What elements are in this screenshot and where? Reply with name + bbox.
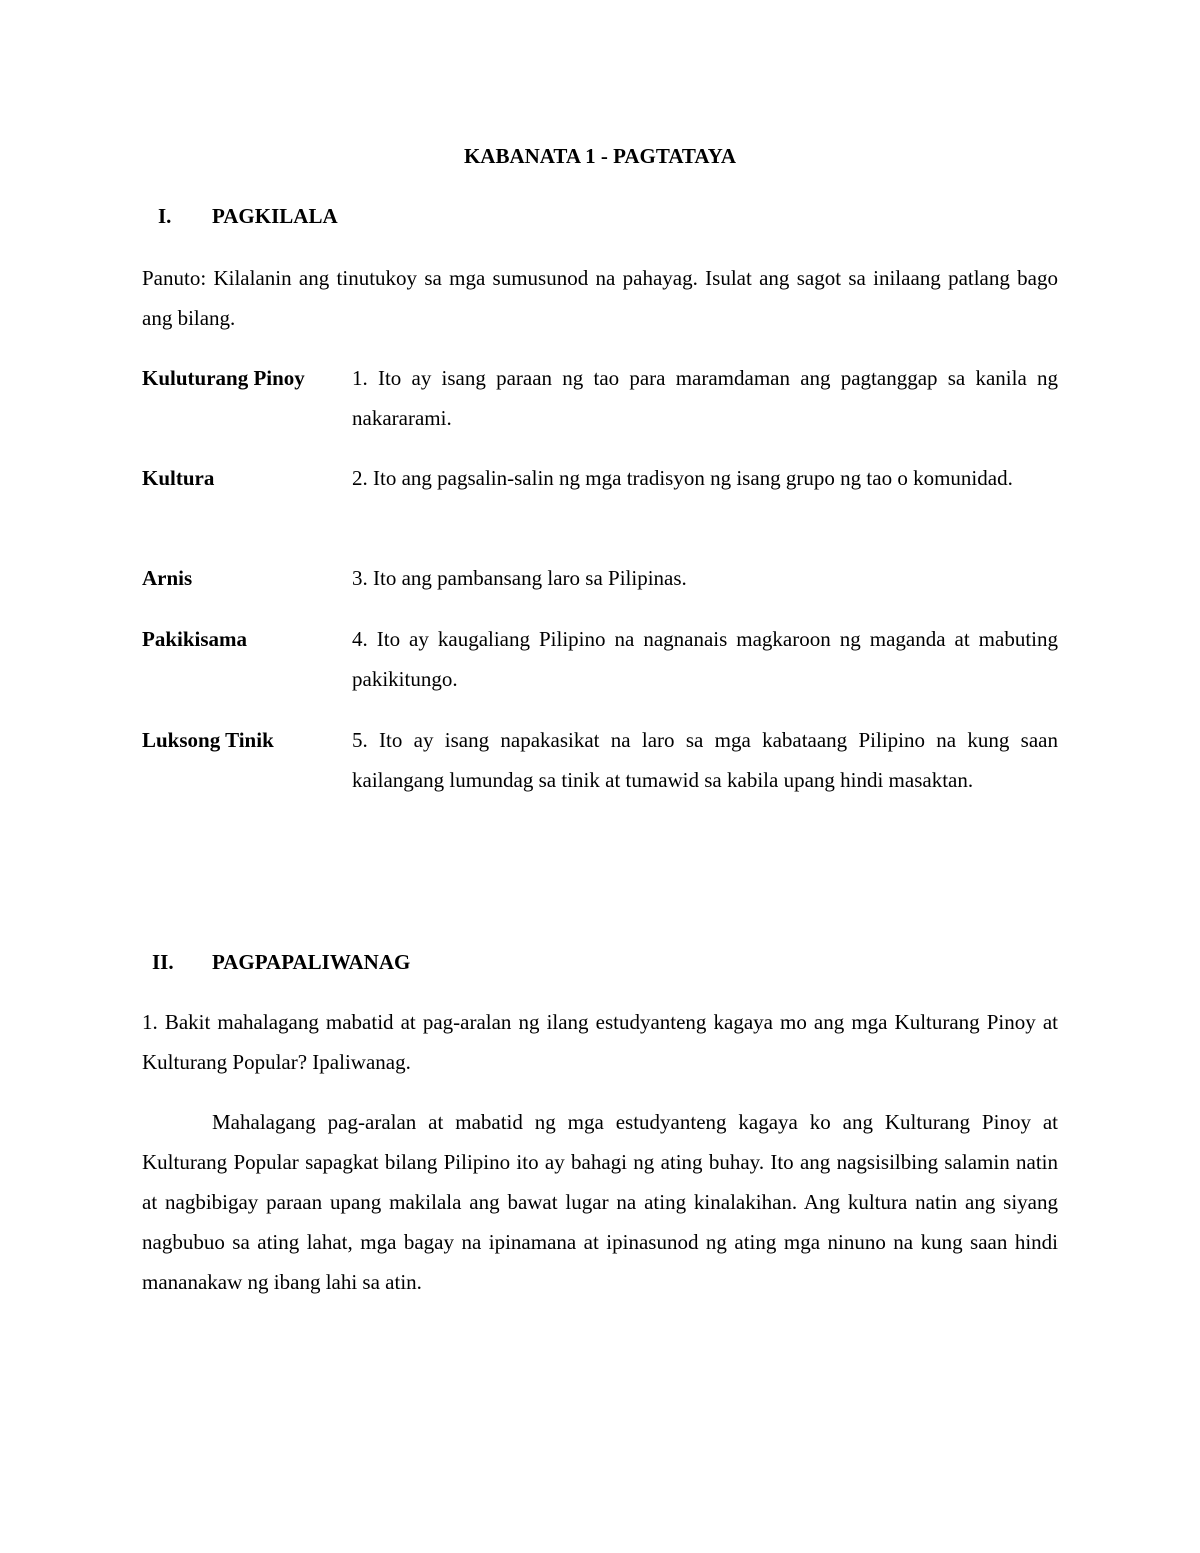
section-2-title: PAGPAPALIWANAG (212, 950, 411, 974)
item-question: 5. Ito ay isang napakasikat na laro sa mga kabataang Pilipino na kung saan kailangang lumundag sa tinik at tumawid sa kabila upang hindi masaktan. (352, 728, 1058, 792)
section-2-number: II. (152, 950, 174, 974)
item-answer: Arnis (142, 566, 193, 590)
section-2-heading (142, 948, 410, 976)
item-answer: Kuluturang Pinoy (142, 366, 305, 390)
section-1-heading (142, 202, 338, 230)
item-question: 4. Ito ay kaugaliang Pilipino na nagnanais magkaroon ng maganda at mabuting pakikitungo. (352, 627, 1058, 691)
section-1-instruction: Panuto: Kilalanin ang tinutukoy sa mga sumusunod na pahayag. Isulat ang sagot sa inilaang patlang bago ang bilang. (142, 266, 1058, 330)
section-2-answer: Mahalagang pag-aralan at mabatid ng mga estudyanteng kagaya ko ang Kulturang Pinoy at Kulturang Popular sapagkat bilang Pilipino ito ay bahagi ng ating buhay. Ito ang nagsisilbing salamin natin at nagbibigay paraan upang makilala ang bawat lugar na ating kinalakihan. Ang kultura natin ang siyang nagbubuo sa ating lahat, mga bagay na ipinamana at ipinasunod ng ating mga ninuno na kung saan hindi mananakaw ng ibang lahi sa atin. (142, 1110, 1058, 1294)
item-question: 3. Ito ang pambansang laro sa Pilipinas. (352, 566, 687, 590)
item-question: 2. Ito ang pagsalin-salin ng mga tradisyon ng isang grupo ng tao o komunidad. (352, 466, 1013, 490)
item-answer: Kultura (142, 466, 215, 490)
item-answer: Luksong Tinik (142, 728, 274, 752)
document-page (142, 0, 1058, 1553)
item-question: 1. Ito ay isang paraan ng tao para maramdaman ang pagtanggap sa kanila ng nakararami. (352, 366, 1058, 430)
section-2-question: 1. Bakit mahalagang mabatid at pag-aralan ng ilang estudyanteng kagaya mo ang mga Kulturang Pinoy at Kulturang Popular? Ipaliwanag. (142, 1010, 1058, 1074)
page-title: KABANATA 1 - PAGTATAYA (463, 144, 737, 168)
section-1-title: PAGKILALA (212, 204, 338, 228)
item-answer: Pakikisama (142, 627, 248, 651)
section-1-number: I. (158, 204, 172, 228)
